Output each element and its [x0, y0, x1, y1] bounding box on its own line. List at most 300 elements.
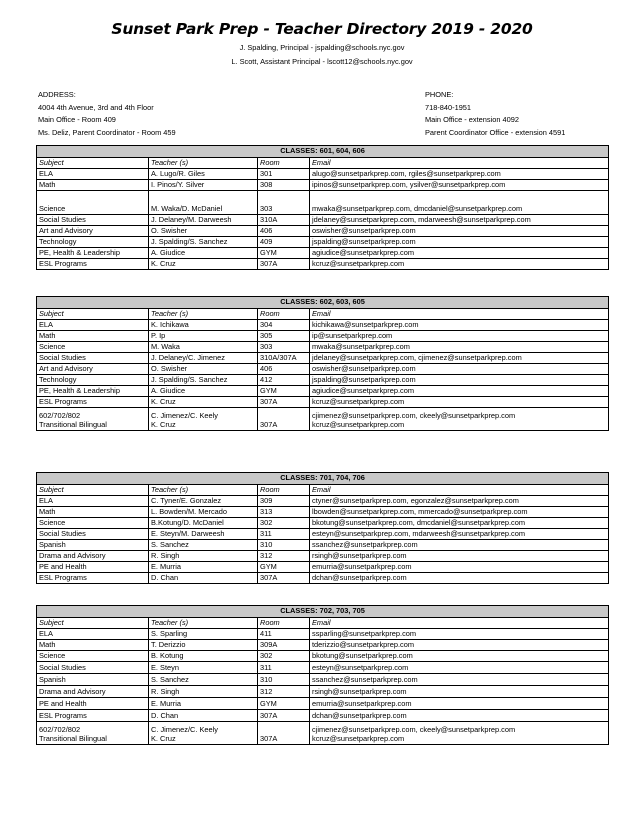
table-row	[37, 386, 609, 397]
table-row	[37, 674, 609, 686]
teacher-cell	[149, 215, 258, 226]
table-row	[37, 507, 609, 518]
email-text: bkotung@sunsetparkprep.com	[312, 651, 413, 661]
email-text: agiudice@sunsetparkprep.com	[312, 248, 414, 258]
teacher-text: K. Ichikawa	[151, 320, 189, 330]
table-row	[37, 710, 609, 722]
email-text: mwaka@sunsetparkprep.com, dmcdaniel@sunsetparkprep.com	[312, 204, 523, 214]
subject-text: Transitional Bilingual	[39, 734, 107, 744]
email-cell	[310, 320, 609, 331]
teacher-text: A. Giudice	[151, 248, 186, 258]
directory-table-classes-702-703-705	[36, 605, 609, 745]
column-header-room: Room	[258, 309, 310, 320]
subject-cell	[37, 722, 149, 745]
section-title: CLASSES: 601, 604, 606	[37, 146, 609, 158]
teacher-cell	[149, 364, 258, 375]
teacher-text: E. Steyn	[151, 663, 179, 673]
room-cell: 310	[258, 540, 310, 551]
table-row	[37, 331, 609, 342]
teacher-cell	[149, 518, 258, 529]
subject-cell	[37, 573, 149, 584]
email-cell	[310, 215, 609, 226]
subject-text: Science	[39, 651, 66, 661]
room-cell: 310A/307A	[258, 353, 310, 364]
email-text: cjimenez@sunsetparkprep.com, ckeely@sunsetparkprep.com	[312, 411, 516, 421]
teacher-text: C. Tyner/E. Gonzalez	[151, 496, 222, 506]
table-row	[37, 237, 609, 248]
room-cell: 307A	[258, 710, 310, 722]
email-cell	[310, 386, 609, 397]
table-row	[37, 180, 609, 191]
email-text: kcruz@sunsetparkprep.com	[312, 420, 405, 430]
subject-text: PE, Health & Leadership	[39, 386, 120, 396]
column-header-row	[37, 618, 609, 629]
email-text: ssparling@sunsetparkprep.com	[312, 629, 417, 639]
teacher-cell	[149, 237, 258, 248]
subject-cell	[37, 237, 149, 248]
email-text: kichikawa@sunsetparkprep.com	[312, 320, 419, 330]
room-cell: 307A	[258, 259, 310, 270]
teacher-text: B. Kotung	[151, 651, 184, 661]
room-cell: 303	[258, 191, 310, 215]
room-cell: 406	[258, 226, 310, 237]
teacher-cell	[149, 353, 258, 364]
teacher-text: P. Ip	[151, 331, 166, 341]
email-cell	[310, 540, 609, 551]
table-row	[37, 662, 609, 674]
subject-cell	[37, 698, 149, 710]
teacher-cell	[149, 169, 258, 180]
email-text: jdelaney@sunsetparkprep.com, cjimenez@sunsetparkprep.com	[312, 353, 522, 363]
room-cell: 307A	[258, 397, 310, 408]
table-row	[37, 397, 609, 408]
email-cell	[310, 259, 609, 270]
table-row	[37, 320, 609, 331]
email-cell	[310, 573, 609, 584]
subject-text: Social Studies	[39, 663, 86, 673]
email-cell	[310, 562, 609, 573]
subject-cell	[37, 191, 149, 215]
subject-cell	[37, 496, 149, 507]
room-cell: 312	[258, 686, 310, 698]
table-row	[37, 248, 609, 259]
teacher-cell	[149, 698, 258, 710]
teacher-cell	[149, 629, 258, 640]
teacher-text: E. Murria	[151, 562, 181, 572]
email-text: ctyner@sunsetparkprep.com, egonzalez@sunsetparkprep.com	[312, 496, 519, 506]
subject-cell	[37, 651, 149, 662]
room-cell: 409	[258, 237, 310, 248]
page-title: Sunset Park Prep - Teacher Directory 2019 - 2020	[111, 20, 533, 38]
email-text: emurria@sunsetparkprep.com	[312, 699, 412, 709]
email-cell	[310, 674, 609, 686]
teacher-text: S. Sanchez	[151, 540, 189, 550]
column-header-teacher: Teacher (s)	[149, 309, 258, 320]
teacher-text: M. Waka/D. McDaniel	[151, 204, 223, 214]
teacher-cell	[149, 662, 258, 674]
teacher-cell	[149, 722, 258, 745]
subject-text: Technology	[39, 237, 77, 247]
teacher-cell	[149, 259, 258, 270]
column-header-subject: Subject	[37, 485, 149, 496]
email-cell	[310, 651, 609, 662]
room-cell: 307A	[258, 408, 310, 431]
teacher-cell	[149, 180, 258, 191]
email-cell	[310, 169, 609, 180]
email-text: kcruz@sunsetparkprep.com	[312, 734, 405, 744]
column-header-room: Room	[258, 158, 310, 169]
email-cell	[310, 226, 609, 237]
email-text: ssanchez@sunsetparkprep.com	[312, 675, 418, 685]
room-cell: 302	[258, 518, 310, 529]
teacher-text: K. Cruz	[151, 734, 176, 744]
column-header-subject: Subject	[37, 618, 149, 629]
table-row	[37, 722, 609, 745]
email-text: jspalding@sunsetparkprep.com	[312, 237, 416, 247]
table-row	[37, 191, 609, 215]
subject-text: PE and Health	[39, 562, 87, 572]
table-row	[37, 640, 609, 651]
room-cell: 311	[258, 662, 310, 674]
email-cell	[310, 342, 609, 353]
email-cell	[310, 397, 609, 408]
table-row	[37, 259, 609, 270]
directory-table-classes-602-603-605	[36, 296, 609, 431]
email-cell	[310, 364, 609, 375]
column-header-teacher: Teacher (s)	[149, 618, 258, 629]
subject-text: 602/702/802	[39, 725, 81, 735]
subject-text: ESL Programs	[39, 397, 87, 407]
email-text: jspalding@sunsetparkprep.com	[312, 375, 416, 385]
teacher-text: E. Murria	[151, 699, 181, 709]
phone-block	[425, 89, 565, 139]
column-header-subject: Subject	[37, 158, 149, 169]
email-text: cjimenez@sunsetparkprep.com, ckeely@sunsetparkprep.com	[312, 725, 516, 735]
subject-text: ELA	[39, 629, 53, 639]
teacher-cell	[149, 397, 258, 408]
teacher-cell	[149, 562, 258, 573]
room-cell: GYM	[258, 248, 310, 259]
subject-text: PE and Health	[39, 699, 87, 709]
room-cell: 412	[258, 375, 310, 386]
teacher-text: D. Chan	[151, 573, 179, 583]
email-text: agiudice@sunsetparkprep.com	[312, 386, 414, 396]
email-cell	[310, 722, 609, 745]
teacher-text: J. Spalding/S. Sanchez	[151, 375, 228, 385]
teacher-text: S. Sanchez	[151, 675, 189, 685]
table-row	[37, 562, 609, 573]
table-row	[37, 169, 609, 180]
subject-cell	[37, 215, 149, 226]
subject-text: Social Studies	[39, 529, 86, 539]
subject-cell	[37, 629, 149, 640]
subject-cell	[37, 353, 149, 364]
teacher-cell	[149, 551, 258, 562]
teacher-cell	[149, 331, 258, 342]
room-cell: 302	[258, 651, 310, 662]
table-row	[37, 529, 609, 540]
subject-text: Social Studies	[39, 215, 86, 225]
address-label: ADDRESS:	[38, 90, 76, 99]
subject-cell	[37, 518, 149, 529]
teacher-text: J. Delaney/M. Darweesh	[151, 215, 232, 225]
email-text: lbowden@sunsetparkprep.com, mmercado@sunsetparkprep.com	[312, 507, 528, 517]
phone-line: 718-840-1951	[425, 102, 472, 112]
table-row	[37, 698, 609, 710]
table-row	[37, 375, 609, 386]
room-cell: 310A	[258, 215, 310, 226]
subject-text: PE, Health & Leadership	[39, 248, 120, 258]
room-cell: 310	[258, 674, 310, 686]
directory-table-classes-601-604-606	[36, 145, 609, 270]
section-title: CLASSES: 701, 704, 706	[37, 473, 609, 485]
column-header-email: Email	[310, 309, 609, 320]
email-cell	[310, 408, 609, 431]
subject-text: Science	[39, 342, 66, 352]
teacher-text: T. Derizzio	[151, 640, 186, 650]
phone-line: Main Office - extension 4092	[425, 115, 519, 125]
subject-text: Math	[39, 640, 56, 650]
table-row	[37, 226, 609, 237]
email-cell	[310, 710, 609, 722]
email-text: kcruz@sunsetparkprep.com	[312, 259, 405, 269]
subject-cell	[37, 331, 149, 342]
email-text: oswisher@sunsetparkprep.com	[312, 226, 416, 236]
email-text: mwaka@sunsetparkprep.com	[312, 342, 410, 352]
teacher-cell	[149, 529, 258, 540]
subject-cell	[37, 674, 149, 686]
subject-cell	[37, 386, 149, 397]
teacher-cell	[149, 191, 258, 215]
room-cell: GYM	[258, 698, 310, 710]
subject-text: Art and Advisory	[39, 364, 93, 374]
table-row	[37, 573, 609, 584]
table-row	[37, 629, 609, 640]
teacher-cell	[149, 342, 258, 353]
teacher-cell	[149, 248, 258, 259]
teacher-cell	[149, 408, 258, 431]
section-title: CLASSES: 602, 603, 605	[37, 297, 609, 309]
email-cell	[310, 529, 609, 540]
column-header-subject: Subject	[37, 309, 149, 320]
teacher-text: R. Singh	[151, 687, 180, 697]
subject-cell	[37, 640, 149, 651]
subject-cell	[37, 259, 149, 270]
teacher-cell	[149, 540, 258, 551]
assistant-principal-contact: L. Scott, Assistant Principal - lscott12@schools.nyc.gov	[231, 57, 413, 66]
teacher-cell	[149, 573, 258, 584]
subject-text: Transitional Bilingual	[39, 420, 107, 430]
room-cell: 301	[258, 169, 310, 180]
teacher-text: L. Bowden/M. Mercado	[151, 507, 227, 517]
table-row	[37, 342, 609, 353]
room-cell: 309	[258, 496, 310, 507]
teacher-text: O. Swisher	[151, 364, 188, 374]
email-cell	[310, 518, 609, 529]
subject-text: Spanish	[39, 540, 66, 550]
column-header-row	[37, 158, 609, 169]
teacher-cell	[149, 386, 258, 397]
teacher-text: A. Lugo/R. Giles	[151, 169, 205, 179]
subject-cell	[37, 320, 149, 331]
teacher-cell	[149, 674, 258, 686]
email-text: bkotung@sunsetparkprep.com, dmcdaniel@sunsetparkprep.com	[312, 518, 526, 528]
subject-cell	[37, 375, 149, 386]
subject-cell	[37, 342, 149, 353]
email-cell	[310, 191, 609, 215]
teacher-cell	[149, 375, 258, 386]
email-cell	[310, 640, 609, 651]
subject-text: ELA	[39, 169, 53, 179]
table-row	[37, 408, 609, 431]
subject-cell	[37, 562, 149, 573]
subject-cell	[37, 686, 149, 698]
principal-contact: J. Spalding, Principal - jspalding@schools.nyc.gov	[239, 43, 405, 52]
teacher-text: I. Pinos/Y. Silver	[151, 180, 205, 190]
teacher-text: A. Giudice	[151, 386, 186, 396]
subject-text: Social Studies	[39, 353, 86, 363]
subject-cell	[37, 180, 149, 191]
table-row	[37, 540, 609, 551]
email-cell	[310, 698, 609, 710]
room-cell: 309A	[258, 640, 310, 651]
subject-cell	[37, 662, 149, 674]
teacher-text: B.Kotung/D. McDaniel	[151, 518, 224, 528]
subject-cell	[37, 507, 149, 518]
room-cell: 308	[258, 180, 310, 191]
subject-text: Science	[39, 204, 66, 214]
address-line: Ms. Deliz, Parent Coordinator - Room 459	[38, 127, 176, 137]
subject-text: ESL Programs	[39, 259, 87, 269]
subject-text: Math	[39, 180, 56, 190]
section-header-row	[37, 473, 609, 485]
table-row	[37, 364, 609, 375]
directory-table-classes-701-704-706	[36, 472, 609, 584]
column-header-teacher: Teacher (s)	[149, 485, 258, 496]
subject-text: ESL Programs	[39, 573, 87, 583]
teacher-cell	[149, 320, 258, 331]
email-text: alugo@sunsetparkprep.com, rgiles@sunsetparkprep.com	[312, 169, 501, 179]
room-cell: 411	[258, 629, 310, 640]
phone-line: Parent Coordinator Office - extension 4591	[425, 127, 566, 137]
room-cell: 311	[258, 529, 310, 540]
email-cell	[310, 686, 609, 698]
section-header-row	[37, 606, 609, 618]
teacher-text: J. Delaney/C. Jimenez	[151, 353, 225, 363]
email-text: kcruz@sunsetparkprep.com	[312, 397, 405, 407]
teacher-text: C. Jimenez/C. Keely	[151, 725, 218, 735]
teacher-cell	[149, 640, 258, 651]
address-block	[38, 89, 176, 139]
subject-text: Art and Advisory	[39, 226, 93, 236]
email-text: ipinos@sunsetparkprep.com, ysilver@sunsetparkprep.com	[312, 180, 506, 190]
subject-text: Drama and Advisory	[39, 551, 106, 561]
column-header-email: Email	[310, 485, 609, 496]
subject-cell	[37, 364, 149, 375]
address-line: 4004 4th Avenue, 3rd and 4th Floor	[38, 102, 154, 112]
teacher-text: E. Steyn/M. Darweesh	[151, 529, 225, 539]
teacher-text: M. Waka	[151, 342, 180, 352]
email-text: ip@sunsetparkprep.com	[312, 331, 393, 341]
address-line: Main Office - Room 409	[38, 115, 116, 125]
subject-text: Science	[39, 518, 66, 528]
subject-text: Math	[39, 331, 56, 341]
column-header-email: Email	[310, 618, 609, 629]
subject-text: 602/702/802	[39, 411, 81, 421]
email-text: dchan@sunsetparkprep.com	[312, 711, 407, 721]
room-cell: 313	[258, 507, 310, 518]
column-header-row	[37, 485, 609, 496]
email-cell	[310, 248, 609, 259]
room-cell: 406	[258, 364, 310, 375]
email-cell	[310, 662, 609, 674]
section-header-row	[37, 146, 609, 158]
email-cell	[310, 507, 609, 518]
email-cell	[310, 629, 609, 640]
room-cell: 307A	[258, 722, 310, 745]
column-header-room: Room	[258, 618, 310, 629]
subject-cell	[37, 397, 149, 408]
table-row	[37, 686, 609, 698]
subject-cell	[37, 226, 149, 237]
email-cell	[310, 551, 609, 562]
email-text: ssanchez@sunsetparkprep.com	[312, 540, 418, 550]
subject-cell	[37, 169, 149, 180]
email-text: rsingh@sunsetparkprep.com	[312, 551, 407, 561]
subject-text: ELA	[39, 320, 53, 330]
subject-text: ELA	[39, 496, 53, 506]
table-row	[37, 651, 609, 662]
column-header-row	[37, 309, 609, 320]
teacher-text: K. Cruz	[151, 397, 176, 407]
subject-text: Technology	[39, 375, 77, 385]
email-text: jdelaney@sunsetparkprep.com, mdarweesh@sunsetparkprep.com	[312, 215, 531, 225]
email-text: tderizzio@sunsetparkprep.com	[312, 640, 414, 650]
room-cell: 312	[258, 551, 310, 562]
subject-cell	[37, 710, 149, 722]
subject-cell	[37, 408, 149, 431]
teacher-cell	[149, 651, 258, 662]
email-text: emurria@sunsetparkprep.com	[312, 562, 412, 572]
room-cell: 307A	[258, 573, 310, 584]
teacher-cell	[149, 710, 258, 722]
table-row	[37, 496, 609, 507]
email-cell	[310, 375, 609, 386]
subject-cell	[37, 529, 149, 540]
email-cell	[310, 353, 609, 364]
table-row	[37, 518, 609, 529]
column-header-email: Email	[310, 158, 609, 169]
email-text: esteyn@sunsetparkprep.com, mdarweesh@sunsetparkprep.com	[312, 529, 526, 539]
teacher-text: K. Cruz	[151, 259, 176, 269]
subject-text: ESL Programs	[39, 711, 87, 721]
subject-cell	[37, 551, 149, 562]
column-header-teacher: Teacher (s)	[149, 158, 258, 169]
teacher-text: S. Sparling	[151, 629, 188, 639]
teacher-cell	[149, 496, 258, 507]
subject-text: Drama and Advisory	[39, 687, 106, 697]
section-title: CLASSES: 702, 703, 705	[37, 606, 609, 618]
teacher-text: C. Jimenez/C. Keely	[151, 411, 218, 421]
teacher-text: K. Cruz	[151, 420, 176, 430]
email-cell	[310, 237, 609, 248]
email-text: esteyn@sunsetparkprep.com	[312, 663, 409, 673]
email-text: oswisher@sunsetparkprep.com	[312, 364, 416, 374]
subject-text: Math	[39, 507, 56, 517]
table-row	[37, 215, 609, 226]
room-cell: 303	[258, 342, 310, 353]
email-text: dchan@sunsetparkprep.com	[312, 573, 407, 583]
